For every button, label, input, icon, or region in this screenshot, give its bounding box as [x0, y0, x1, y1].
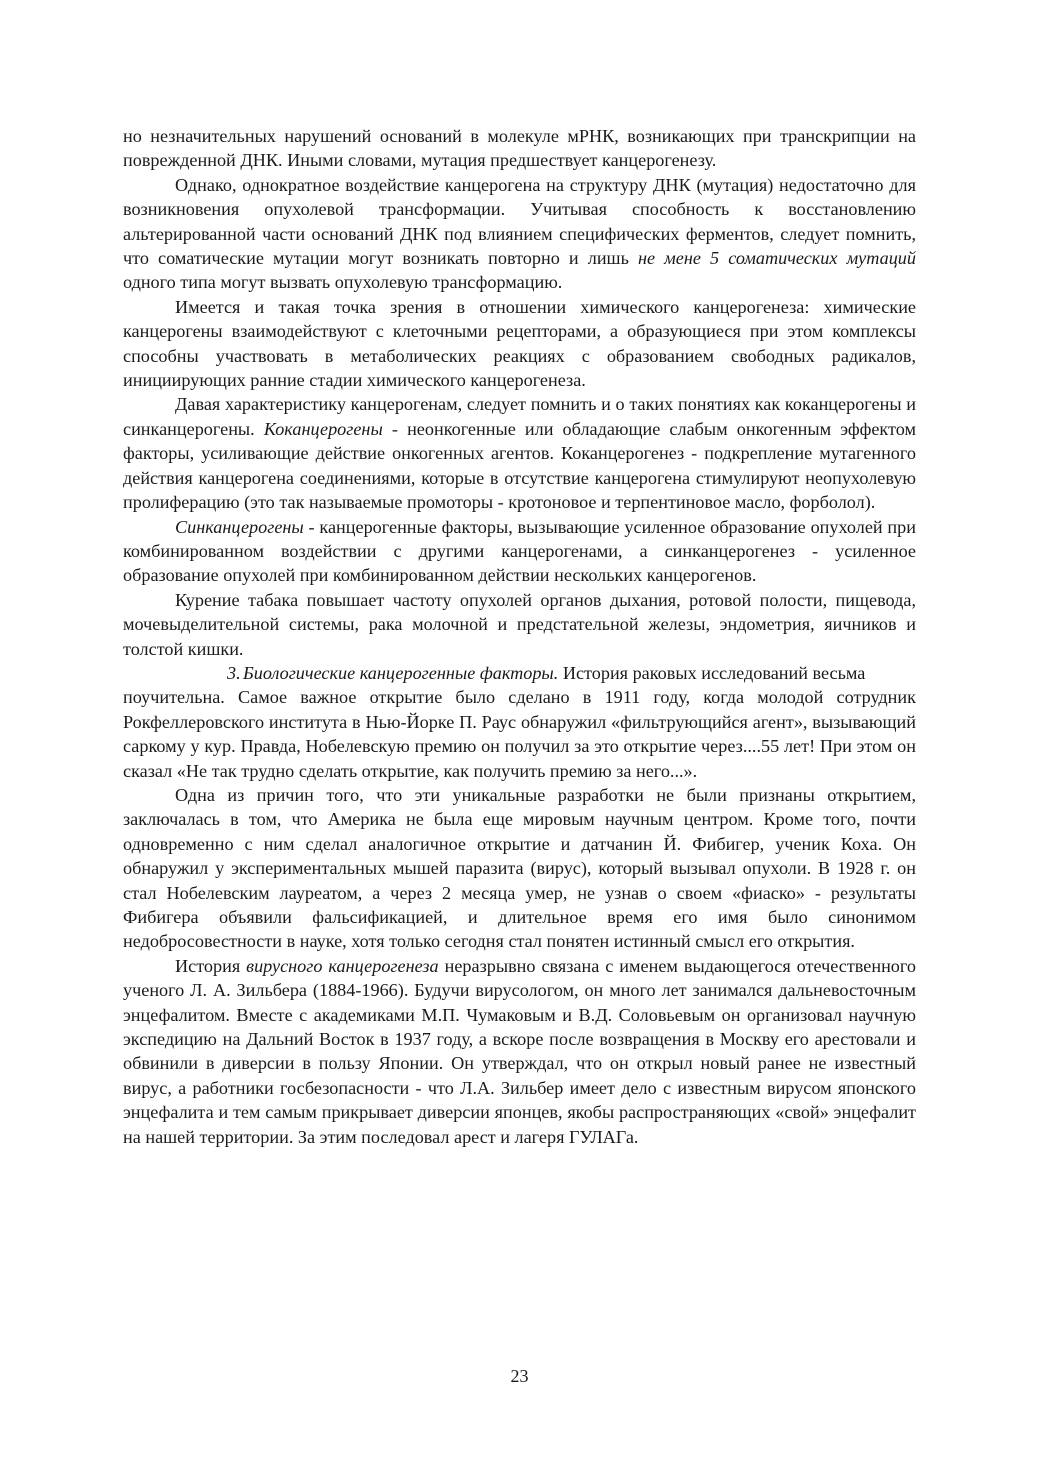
section-number: 3. [227, 662, 241, 683]
italic-emphasis: не мене 5 соматических мутаций [637, 248, 916, 269]
term-syncarcinogens: Синканцерогены [175, 516, 304, 537]
page-number: 23 [510, 1366, 529, 1386]
paragraph-6: Курение табака повышает частоту опухолей органов дыхания, ротовой полости, пищевода, мочевыделительной системы, рака молочной и предстательной железы, эндометрия, яичников и толстой кишки. [123, 589, 916, 659]
section-heading: Биологические канцерогенные факторы. [243, 662, 559, 683]
page-body [123, 124, 916, 1149]
paragraph-9: История вирусного канцерогенеза неразрывно связана с именем выдающегося отечественного ученого Л. А. Зильбера (1884-1966). Будучи вирусологом, он много лет занимался дальневосточным энцефалитом. Вместе с академиками М.П. Чумаковым и В.Д. Соловьевым он организовал научную экспедицию на Дальний Восток в 1937 году, а вскоре после возвращения в Москву его арестовали и обвинили в диверсии в пользу Японии. Он утверждал, что он открыл новый ранее не известный вирус, а работники госбезопасности - что Л.А. Зильбер имеет дело с известным вирусом японского энцефалита и тем самым прикрывает диверсии японцев, якобы распространяющих «свой» энцефалит на нашей территории. За этим последовал арест и лагеря ГУЛАГа. [123, 955, 916, 1147]
paragraph-3: Имеется и такая точка зрения в отношении химического канцерогенеза: химические канцерогены взаимодействуют с клеточными рецепторами, а образующиеся при этом комплексы способны участвовать в метаболических реакциях с образованием свободных радикалов, инициирующих ранние стадии химического канцерогенеза. [123, 296, 916, 391]
term-cocarcinogens: Коканцерогены [263, 418, 383, 439]
paragraph-2: Однако, однократное воздействие канцерогена на структуру ДНК (мутация) недостаточно для возникновения опухолевой трансформации. Учитывая способность к восстановлению альтерированной части оснований ДНК под влиянием специфических ферментов, следует помнить, что соматические мутации могут возникать повторно и лишь не мене 5 соматических мутаций одного типа могут вызвать опухолевую трансформацию. [123, 174, 916, 293]
paragraph-5: Синканцерогены - канцерогенные факторы, вызывающие усиленное образование опухолей при комбинированном воздействии с другими канцерогенами, а синканцерогенез - усиленное образование опухолей при комбинированном действии нескольких канцерогенов. [123, 516, 916, 586]
paragraph-8: Одна из причин того, что эти уникальные разработки не были признаны открытием, заключалась в том, что Америка не была еще мировым научным центром. Кроме того, почти одновременно с ним сделал аналогичное открытие и датчанин Й. Фибигер, ученик Коха. Он обнаружил у экспериментальных мышей паразита (вирус), который вызывал опухоли. В 1928 г. он стал Нобелевским лауреатом, а через 2 месяца умер, не узнав о своем «фиаско» - результаты Фибигера объявили фальсификацией, и длительное время его имя было синонимом недобросовестности в науке, хотя только сегодня стал понятен истинный смысл его открытия. [123, 784, 916, 952]
paragraph-7: поучительна. Самое важное открытие было сделано в 1911 году, когда молодой сотрудник Рокфеллеровского института в Нью-Йорке П. Раус обнаружил «фильтрующийся агент», вызывающий саркому у кур. Правда, Нобелевскую премию он получил за это открытие через....55 лет! При этом он сказал «Не так трудно сделать открытие, как получить премию за него...». [123, 687, 916, 781]
paragraph-1: но незначительных нарушений оснований в молекуле мРНК, возникающих при транскрипции на поврежденной ДНК. Иными словами, мутация предшествует канцерогенезу. [123, 126, 916, 171]
paragraph-4: Давая характеристику канцерогенам, следует помнить и о таких понятиях как коканцерогены и синканцерогены. Коканцерогены - неонкогенные или обладающие слабым онкогенным эффектом факторы, усиливающие действие онкогенных агентов. Коканцерогенез - подкрепление мутагенного действия канцерогена соединениями, которые в отсутствие канцерогена стимулируют неопухолевую пролиферацию (это так называемые промоторы - кротоновое и терпентиновое масло, форболол). [123, 394, 916, 513]
section-heading-line: 3. Биологические канцерогенные факторы. История раковых исследований весьма [123, 661, 916, 685]
term-viral-carcinogenesis: вирусного канцерогенеза [246, 955, 439, 976]
